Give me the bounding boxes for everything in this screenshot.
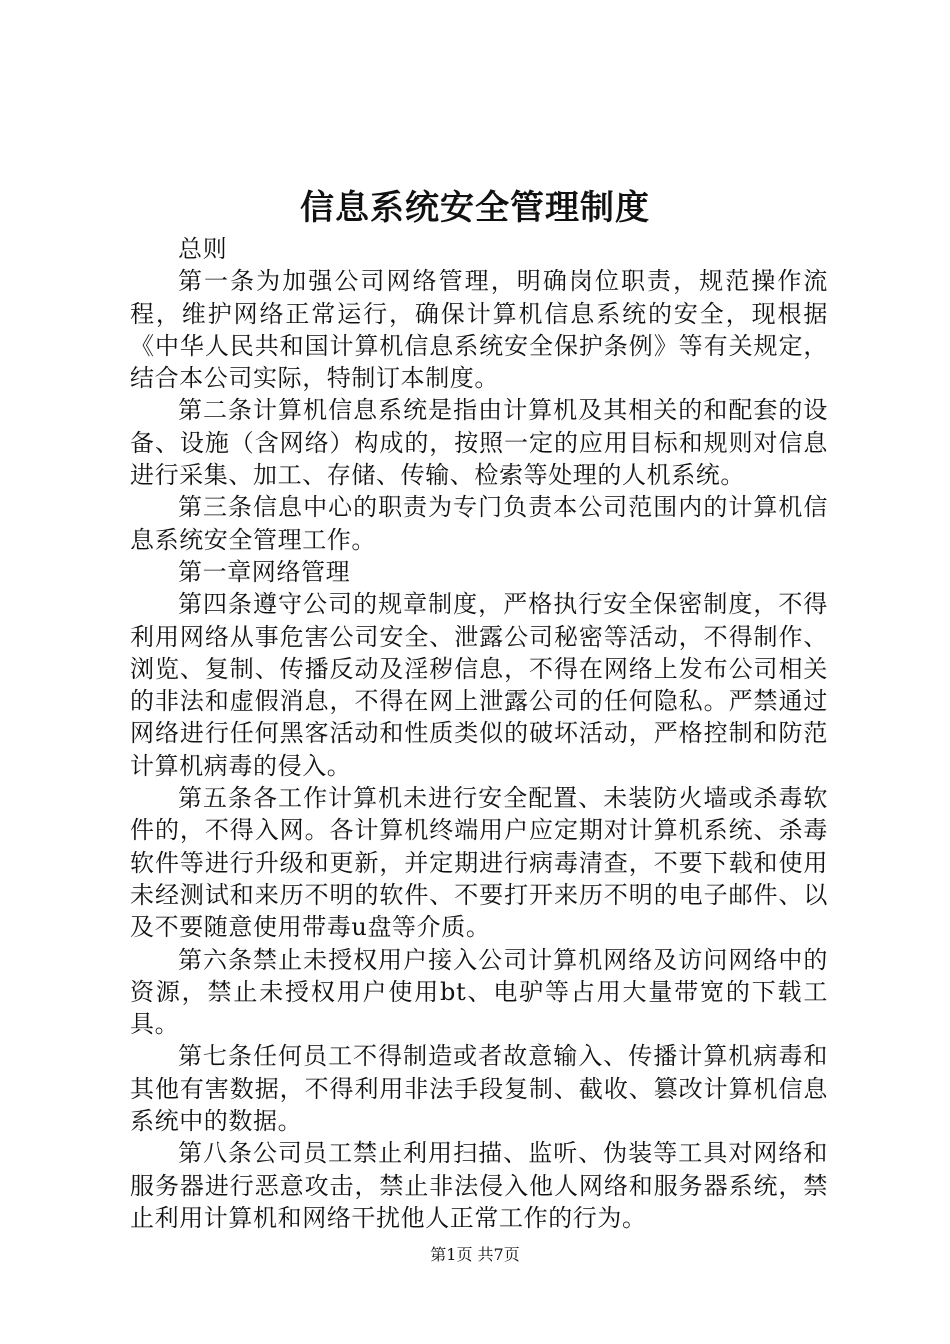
article-3-paragraph: 第三条信息中心的职责为专门负责本公司范围内的计算机信息系统安全管理工作。 [130, 493, 828, 554]
article-4-paragraph: 第四条遵守公司的规章制度，严格执行安全保密制度，不得利用网络从事危害公司安全、泄露公司秘密等活动，不得制作、浏览、复制、传播反动及淫秽信息，不得在网络上发布公司相关的非法和虚假消息，不得在网上泄露公司的任何隐私。严禁通过网络进行任何黑客活动和性质类似的破坏活动，严格控制和防范计算机病毒的侵入。 [130, 590, 828, 780]
page-title: 信息系统安全管理制度 [300, 188, 650, 228]
section-heading-general: 总则 [178, 235, 228, 263]
article-7-paragraph: 第七条任何员工不得制造或者故意输入、传播计算机病毒和其他有害数据，不得利用非法手段复制、截收、篡改计算机信息系统中的数据。 [130, 1042, 828, 1136]
article-2-paragraph: 第二条计算机信息系统是指由计算机及其相关的和配套的设备、设施（含网络）构成的，按照一定的应用目标和规则对信息进行采集、加工、存储、传输、检索等处理的人机系统。 [130, 396, 828, 490]
chapter-1-heading: 第一章网络管理 [178, 557, 351, 586]
page-footer: 第1页 共7页 [430, 1245, 520, 1264]
document-body [130, 233, 828, 1234]
article-5-paragraph: 第五条各工作计算机未进行安全配置、未装防火墙或杀毒软件的，不得入网。各计算机终端用户应定期对计算机系统、杀毒软件等进行升级和更新，并定期进行病毒清查，不要下载和使用未经测试和来历不明的软件、不要打开来历不明的电子邮件、以及不要随意使用带毒u盘等介质。 [130, 784, 828, 942]
article-8-paragraph: 第八条公司员工禁止利用扫描、监听、伪装等工具对网络和服务器进行恶意攻击，禁止非法侵入他人网络和服务器系统，禁止利用计算机和网络干扰他人正常工作的行为。 [130, 1139, 828, 1232]
article-1-paragraph: 第一条为加强公司网络管理，明确岗位职责，规范操作流程，维护网络正常运行，确保计算机信息系统的安全，现根据《中华人民共和国计算机信息系统安全保护条例》等有关规定，结合本公司实际，特制订本制度。 [130, 267, 828, 393]
article-6-paragraph: 第六条禁止未授权用户接入公司计算机网络及访问网络中的资源，禁止未授权用户使用bt、电驴等占用大量带宽的下载工具。 [130, 945, 828, 1039]
